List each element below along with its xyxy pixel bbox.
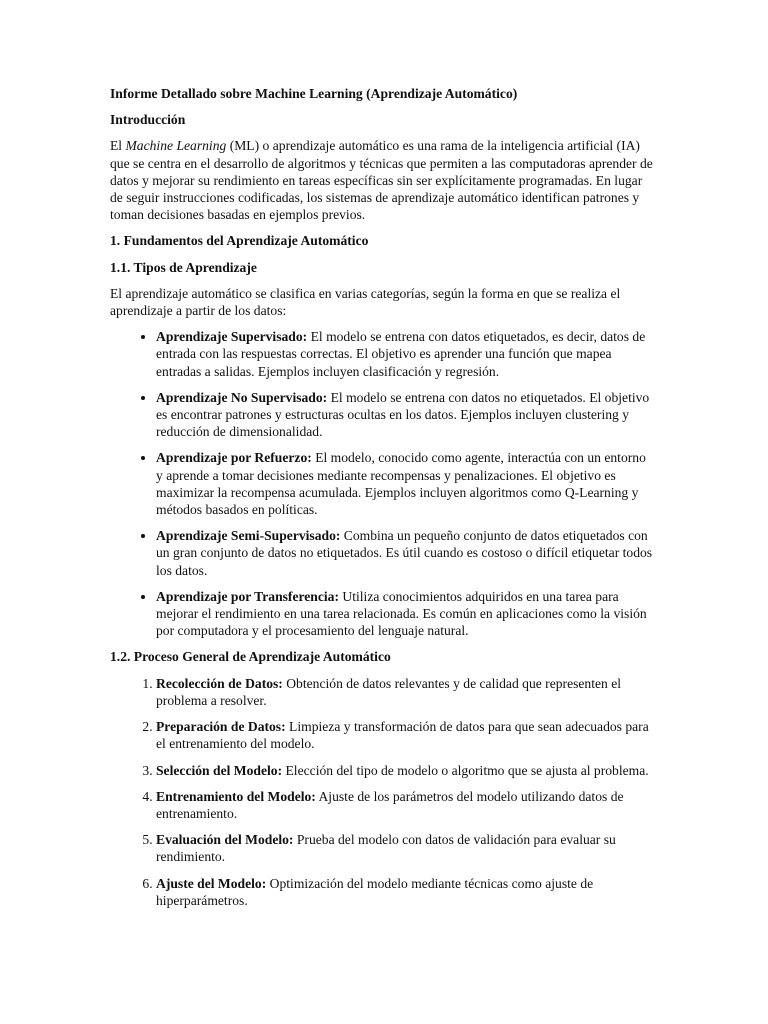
learning-types-list [110,328,655,639]
intro-paragraph [110,137,655,223]
list-item-term: Aprendizaje No Supervisado: [156,389,328,405]
list-item-desc: Optimización del modelo mediante técnicas como ajuste de hiperparámetros. [156,875,594,908]
list-item-term: Preparación de Datos: [156,719,286,735]
list-item [156,449,655,518]
intro-italic-term: Machine Learning [125,138,227,154]
list-item-term: Aprendizaje por Refuerzo: [156,450,312,466]
list-item-desc: Limpieza y transformación de datos para que sean adecuados para el entrenamiento del modelo. [156,719,649,752]
list-item-desc: Utiliza conocimientos adquiridos en una tarea para mejorar el rendimiento en una tarea relacionada. Es común en aplicaciones como la visión por computadora y el procesamiento del lenguaje natural. [156,588,647,639]
document-page [110,85,655,918]
section1-heading: 1. Fundamentos del Aprendizaje Automático [110,233,369,249]
list-item [156,788,655,822]
list-item [156,389,655,441]
section1-1-paragraph: El aprendizaje automático se clasifica en varias categorías, según la forma en que se realiza el aprendizaje a partir de los datos: [110,285,621,319]
list-item [156,527,655,579]
list-item [156,675,655,709]
list-item-desc: El modelo se entrena con datos no etiquetados. El objetivo es encontrar patrones y estructuras ocultas en los datos. Ejemplos incluyen clustering y reducción de dimensionalidad. [156,389,650,440]
list-item-desc: Combina un pequeño conjunto de datos etiquetados con un gran conjunto de datos no etiquetados. Es útil cuando es costoso o difícil etiquetar todos los datos. [156,528,653,578]
document-title: Informe Detallado sobre Machine Learning (Aprendizaje Automático) [110,86,518,101]
list-item-desc: Prueba del modelo con datos de validación para evaluar su rendimiento. [156,832,616,865]
list-item-term: Evaluación del Modelo: [156,832,294,848]
list-item-term: Aprendizaje Semi-Supervisado: [156,528,341,544]
list-item-term: Aprendizaje Supervisado: [156,329,308,345]
list-item-term: Selección del Modelo: [156,762,283,778]
list-item-term: Ajuste del Modelo: [156,875,267,891]
section1-1-heading: 1.1. Tipos de Aprendizaje [110,259,257,275]
list-item-desc: Elección del tipo de modelo o algoritmo que se ajusta al problema. [282,762,649,778]
section1-2-heading: 1.2. Proceso General de Aprendizaje Automático [110,649,391,665]
list-item-desc: Obtención de datos relevantes y de calidad que representen el problema a resolver. [156,675,622,708]
list-item [156,831,655,865]
list-item-term: Entrenamiento del Modelo: [156,788,316,804]
list-item-desc: El modelo, conocido como agente, interactúa con un entorno y aprende a tomar decisiones mediante recompensas y penalizaciones. El objetivo es maximizar la recompensa acumulada. Ejemplos incluyen algoritmos como Q-Learning y métodos basados en políticas. [156,450,646,518]
intro-heading: Introducción [110,112,186,128]
intro-text: (ML) o aprendizaje automático es una rama de la inteligencia artificial (IA) que se centra en el desarrollo de algoritmos y técnicas que permiten a las computadoras aprender de datos y mejorar su rendimiento en tareas específicas sin ser explícitamente programadas. En lugar de seguir instrucciones codificadas, los sistemas de aprendizaje automático identifican patrones y toman decisiones basadas en ejemplos previos. [110,138,653,223]
list-item-term: Aprendizaje por Transferencia: [156,588,339,604]
list-item [156,328,655,380]
list-item [156,718,655,752]
list-item-desc: Ajuste de los parámetros del modelo utilizando datos de entrenamiento. [156,788,624,821]
list-item [156,762,655,779]
process-steps-list [110,675,655,909]
list-item [156,588,655,640]
intro-prefix: El [110,138,126,154]
list-item [156,875,655,909]
list-item-term: Recolección de Datos: [156,675,283,691]
list-item-desc: El modelo se entrena con datos etiquetados, es decir, datos de entrada con las respuestas correctas. El objetivo es aprender una función que mapea entradas a salidas. Ejemplos incluyen clasificación y regresión. [156,329,646,379]
